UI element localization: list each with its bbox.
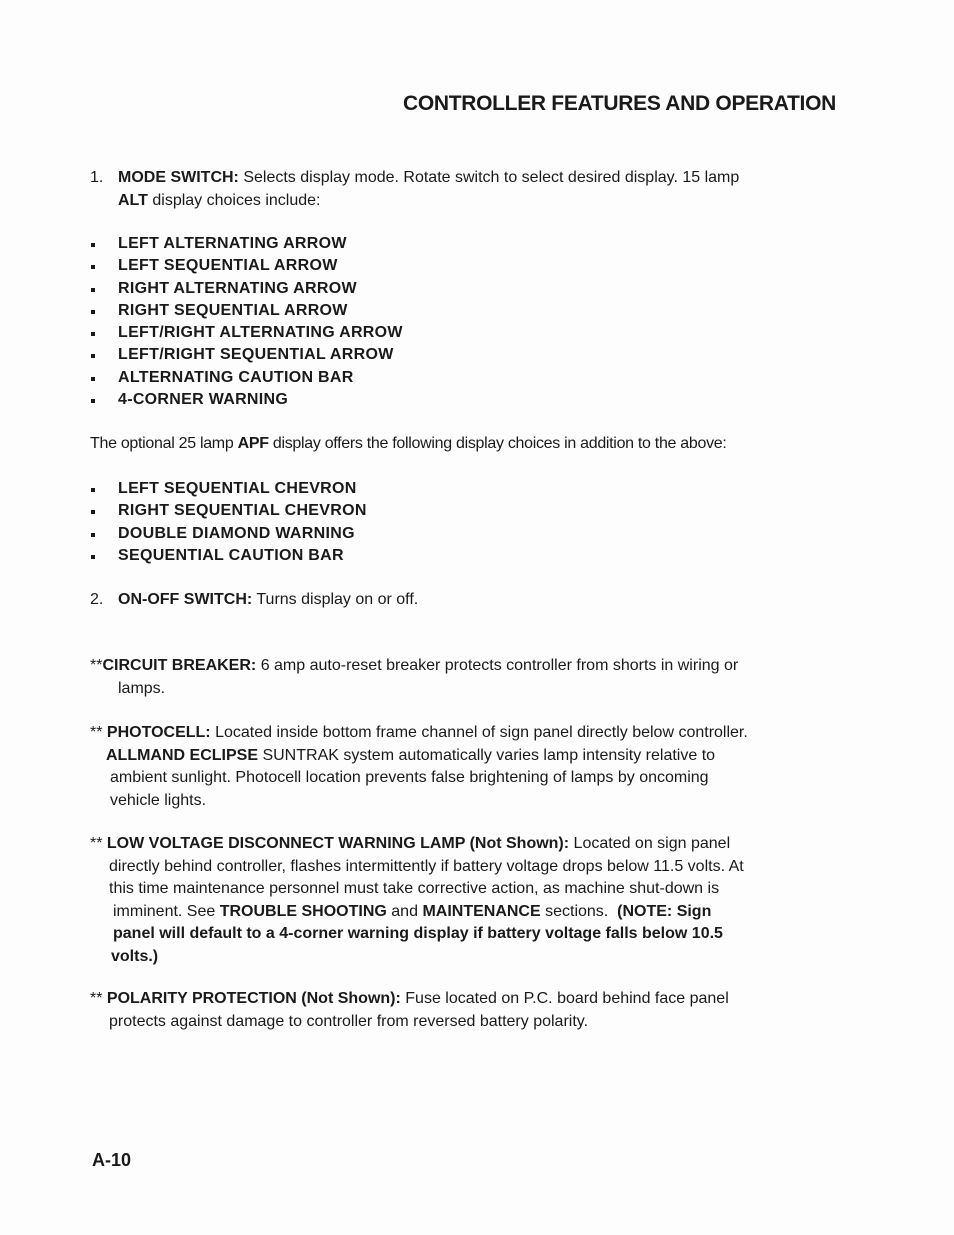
apf-choices-list: [90, 478, 367, 567]
note-prefix: **: [90, 724, 103, 741]
list-item: LEFT ALTERNATING ARROW: [90, 233, 403, 255]
list-item: RIGHT SEQUENTIAL CHEVRON: [90, 500, 367, 522]
low-voltage-text: sections.: [545, 902, 609, 920]
photocell-text: ambient sunlight. Photocell location prevents false brightening of lamps by oncoming: [110, 769, 709, 786]
display-choices-list: [90, 233, 403, 411]
note-text: volts.): [111, 947, 159, 965]
list-item: SEQUENTIAL CAUTION BAR: [90, 545, 367, 567]
optional-text: The optional 25 lamp: [90, 435, 234, 452]
item-number: 2.: [90, 591, 104, 608]
on-off-switch-paragraph: [90, 589, 418, 612]
mode-switch-label: MODE SWITCH:: [118, 169, 239, 186]
circuit-breaker-label: CIRCUIT BREAKER:: [102, 657, 257, 674]
note-text: (NOTE: Sign: [617, 902, 712, 920]
on-off-switch-text: Turns display on or off.: [256, 591, 419, 608]
note-prefix: **: [90, 990, 103, 1007]
brand-label: ALLMAND ECLIPSE: [106, 746, 258, 764]
list-item: RIGHT ALTERNATING ARROW: [90, 278, 403, 300]
photocell-label: PHOTOCELL:: [106, 724, 211, 741]
low-voltage-text: imminent. See: [113, 902, 216, 920]
photocell-paragraph: [90, 722, 748, 812]
page-number: A-10: [92, 1150, 132, 1170]
list-item: 4-CORNER WARNING: [90, 389, 403, 411]
trouble-shooting-ref: TROUBLE SHOOTING: [219, 902, 387, 920]
photocell-text: Located inside bottom frame channel of sign panel directly below controller.: [215, 724, 748, 741]
low-voltage-label: LOW VOLTAGE DISCONNECT WARNING LAMP (Not Shown):: [106, 835, 570, 852]
list-item: ALTERNATING CAUTION BAR: [90, 367, 403, 389]
note-text: panel will default to a 4-corner warning display if battery voltage falls below 10.5: [113, 925, 723, 942]
apf-label: APF: [237, 435, 269, 452]
photocell-text: vehicle lights.: [110, 791, 207, 809]
maintenance-ref: MAINTENANCE: [422, 902, 541, 920]
circuit-breaker-text-cont: lamps.: [118, 679, 166, 697]
low-voltage-text: this time maintenance personnel must take corrective action, as machine shut-down is: [109, 880, 720, 897]
item-number: 1.: [90, 169, 104, 186]
note-prefix: **: [90, 835, 103, 852]
low-voltage-paragraph: [90, 833, 744, 968]
list-item: RIGHT SEQUENTIAL ARROW: [90, 300, 403, 322]
list-item: LEFT/RIGHT SEQUENTIAL ARROW: [90, 344, 403, 366]
circuit-breaker-paragraph: [90, 655, 738, 700]
list-item: LEFT SEQUENTIAL CHEVRON: [90, 478, 367, 500]
low-voltage-text: and: [391, 902, 418, 920]
low-voltage-text: directly behind controller, flashes intermittently if battery voltage drops below 11.5 volts. At: [109, 857, 744, 875]
alt-label: ALT: [118, 191, 148, 209]
list-item: LEFT/RIGHT ALTERNATING ARROW: [90, 322, 403, 344]
note-prefix: **: [90, 657, 103, 674]
photocell-text: SUNTRAK system automatically varies lamp intensity relative to: [262, 746, 716, 764]
mode-switch-paragraph: [90, 167, 739, 212]
polarity-paragraph: [90, 988, 729, 1033]
circuit-breaker-text: 6 amp auto-reset breaker protects controller from shorts in wiring or: [260, 657, 739, 674]
list-item: DOUBLE DIAMOND WARNING: [90, 523, 367, 545]
polarity-label: POLARITY PROTECTION (Not Shown):: [106, 990, 401, 1007]
low-voltage-text: Located on sign panel: [573, 835, 731, 852]
polarity-text: Fuse located on P.C. board behind face panel: [405, 990, 729, 1007]
mode-switch-text: Selects display mode. Rotate switch to select desired display. 15 lamp: [243, 169, 740, 186]
optional-apf-paragraph: [90, 433, 727, 456]
on-off-switch-label: ON-OFF SWITCH:: [118, 591, 253, 608]
polarity-text: protects against damage to controller from reversed battery polarity.: [109, 1012, 589, 1030]
mode-switch-text-cont: display choices include:: [152, 191, 321, 209]
list-item: LEFT SEQUENTIAL ARROW: [90, 255, 403, 277]
page-title: CONTROLLER FEATURES AND OPERATION: [402, 92, 836, 115]
optional-text-cont: display offers the following display choices in addition to the above:: [272, 435, 727, 452]
